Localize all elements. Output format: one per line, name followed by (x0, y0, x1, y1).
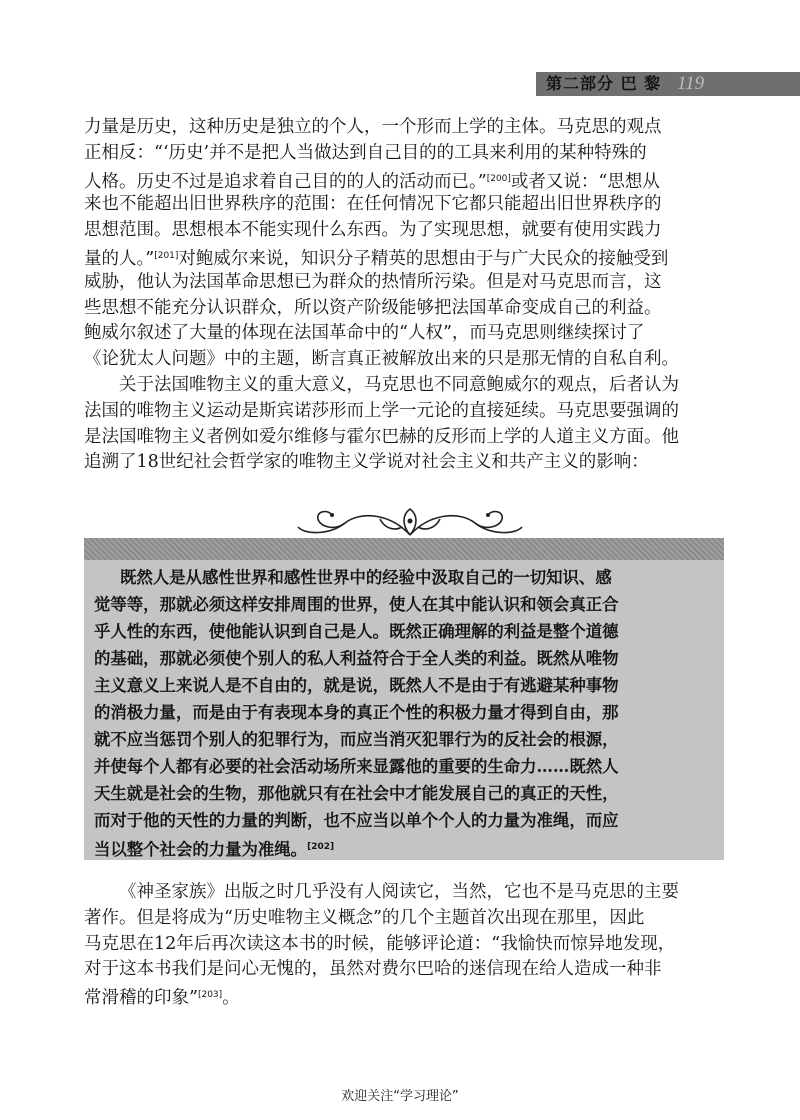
text-line: 《神圣家族》出版之时几乎没有人阅读它，当然，它也不是马克思的主要 (119, 882, 679, 902)
quote-line: 并使每个人都有必要的社会活动场所来显露他的重要的生命力……既然人 (94, 757, 619, 776)
text-line: 威胁，他认为法国革命思想已为群众的热情所污染。但是对马克思而言，这 (84, 271, 662, 292)
quote-line: 既然人是从感性世界和感性世界中的经验中汲取自己的一切知识、感 (120, 568, 612, 587)
text-line: 思想范围。思想根本不能实现什么东西。为了实现思想，就要有使用实践力 (84, 220, 662, 241)
quote-line: 就不应当惩罚个别人的犯罪行为，而应当消灭犯罪行为的反社会的根源， (94, 730, 619, 749)
text-line: 量的人。”[201]对鲍威尔来说，知识分子精英的思想由于与广大民众的接触受到 (84, 248, 669, 269)
section-title: 第二部分 巴 黎 (546, 74, 662, 93)
footnote-ref[interactable]: [200] (486, 173, 511, 184)
text-line: 追溯了18世纪社会哲学家的唯物主义学说对社会主义和共产主义的影响： (84, 452, 649, 473)
quote-line: 主义意义上来说人是不自由的，就是说，既然人不是由于有逃避某种事物 (94, 676, 619, 695)
quote-line: 而对于他的天性的力量的判断，也不应当以单个个人的力量为准绳，而应 (94, 811, 619, 830)
text-line: 关于法国唯物主义的重大意义，马克思也不同意鲍威尔的观点，后者认为 (119, 375, 679, 395)
quote-line: 觉等等，那就必须这样安排周围的世界，使人在其中能认识和领会真正合 (94, 595, 619, 614)
text-line: 马克思在12年后再次读这本书的时候，能够评论道：“我愉快而惊异地发现， (84, 933, 676, 954)
footnote-ref[interactable]: [202] (307, 842, 335, 852)
text-line: 是法国唯物主义者例如爱尔维修与霍尔巴赫的反形而上学的人道主义方面。他 (84, 426, 679, 447)
footer-note: 欢迎关注“学习理论” (341, 1089, 459, 1104)
text-line: 些思想不能充分认识群众，所以资产阶级能够把法国革命变成自己的利益。 (84, 297, 662, 318)
text-line: 常滑稽的印象”[203]。 (84, 988, 240, 1009)
text-line: 人格。历史不过是追求着自己目的的人的活动而已。”[200]或者又说：“思想从 (84, 171, 660, 192)
text-line: 力量是历史，这种历史是独立的个人，一个形而上学的主体。马克思的观点 (84, 117, 662, 137)
text-line: 正相反：“‘历史’并不是把人当做达到自己目的的工具来利用的某种特殊的 (84, 142, 647, 163)
text-line: 著作。但是将成为“历史唯物主义概念”的几个主题首次出现在那里，因此 (84, 907, 645, 928)
footnote-ref[interactable]: [201] (154, 250, 179, 261)
text-line: 鲍威尔叙述了大量的体现在法国革命中的“人权”，而马克思则继续探讨了 (84, 323, 645, 344)
footnote-ref[interactable]: [203] (197, 990, 223, 1001)
paragraph-1 (84, 115, 724, 373)
quote-band (84, 538, 724, 562)
quote-line: 乎人性的东西，使他能认识到自己是人。既然正确理解的利益是整个道德 (94, 622, 619, 641)
quote-line: 当以整个社会的力量为准绳。[202] (94, 840, 335, 859)
text-line: 来也不能超出旧世界秩序的范围：在任何情况下它都只能超出旧世界秩序的 (84, 194, 662, 215)
paragraph-3 (84, 880, 724, 1009)
text-line: 法国的唯物主义运动是斯宾诺莎形而上学一元论的直接延续。马克思要强调的 (84, 400, 679, 421)
text-line: 《论犹太人问题》中的主题，断言真正被解放出来的只是那无情的自私自利。 (84, 349, 679, 370)
text-line: 对于这本书我们是问心无愧的，虽然对费尔巴哈的迷信现在给人造成一种非 (84, 959, 662, 980)
quote-line: 天生就是社会的生物，那他就只有在社会中才能发展自己的真正的天性， (94, 784, 619, 803)
paragraph-2 (84, 373, 724, 476)
quote-line: 的基础，那就必须使个别人的私人利益符合于全人类的利益。既然从唯物 (94, 649, 619, 668)
quote-line: 的消极力量，而是由于有表现本身的真正个性的积极力量才得到自由，那 (94, 703, 619, 722)
page-number: 119 (677, 73, 705, 94)
